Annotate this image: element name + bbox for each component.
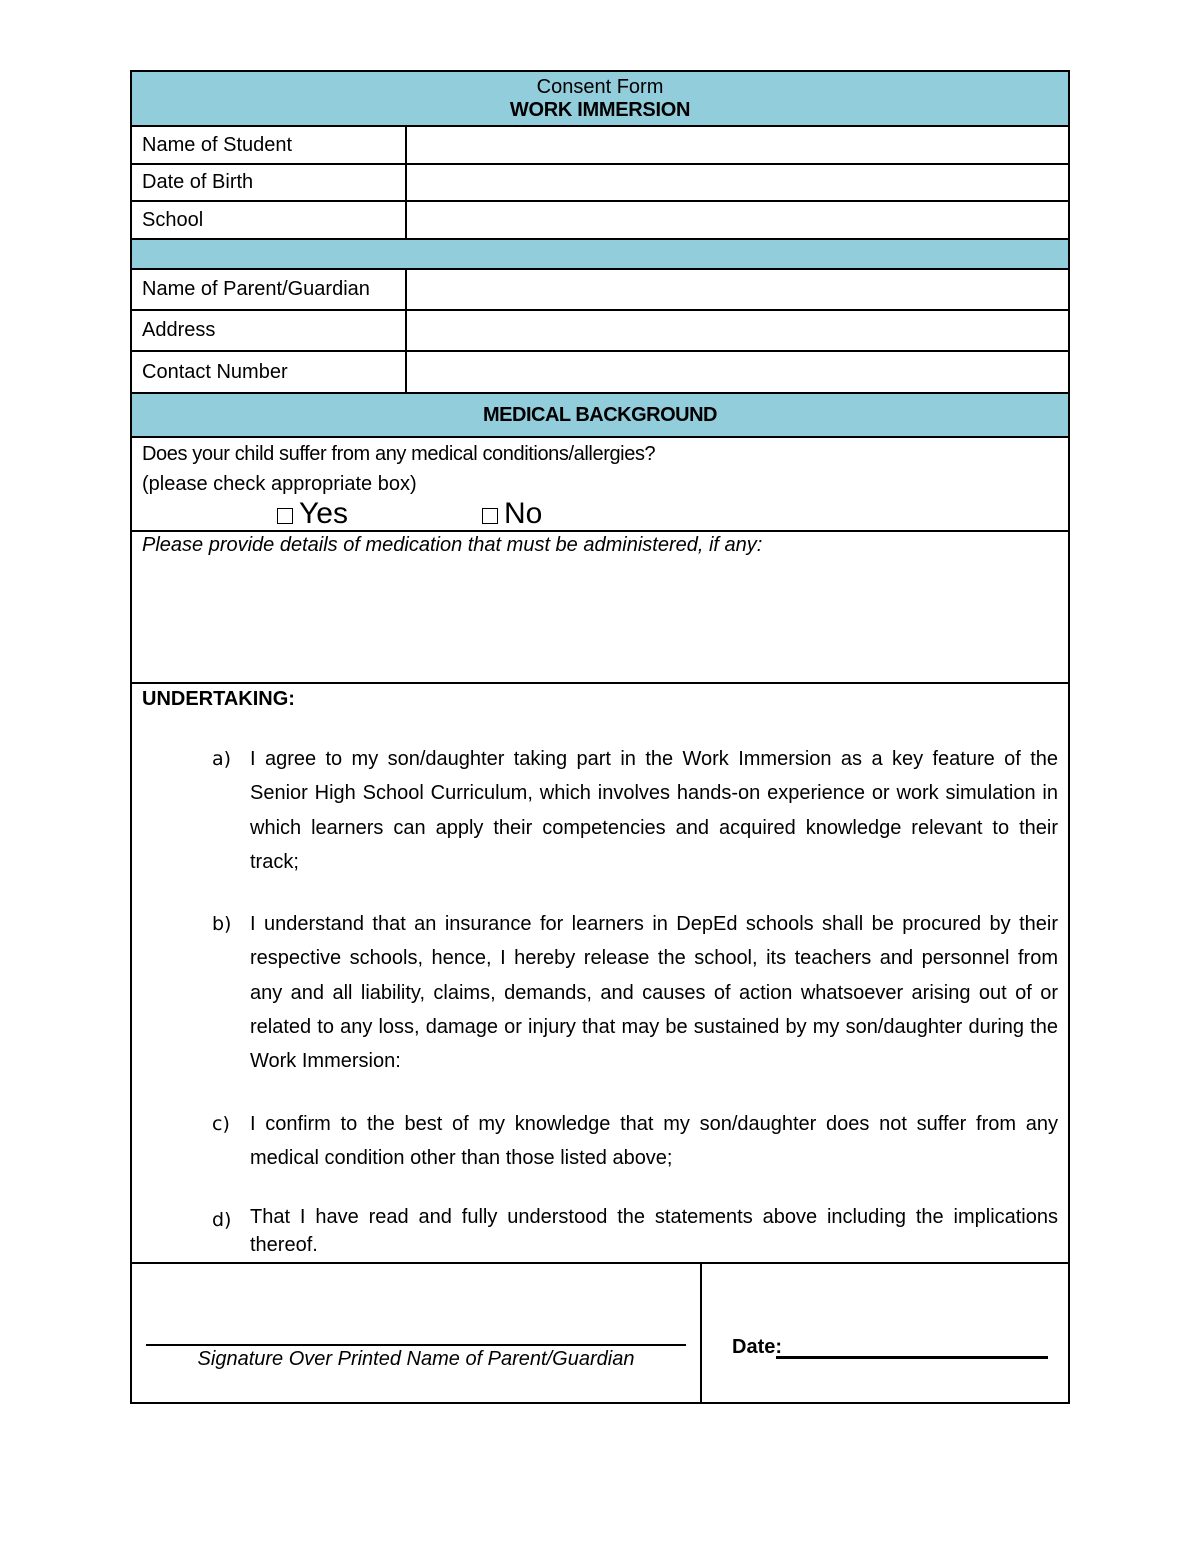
- medical-options: [132, 499, 1068, 533]
- item-text: I agree to my son/daughter taking part in the Work Immersion as a key feature of the Senior High School Curriculum, which involves hands-on experience or work simulation in which learners can apply their competencies and acquired knowledge relevant to their track;: [250, 748, 1058, 873]
- no-label: No: [504, 497, 543, 530]
- medication-prompt: Please provide details of medication that must be administered, if any:: [142, 534, 763, 556]
- date-cell: [702, 1264, 1068, 1402]
- undertaking-item-c: [210, 1107, 1058, 1176]
- medical-heading: [132, 394, 1068, 438]
- contact-label: Contact Number: [132, 352, 407, 392]
- undertaking-heading: UNDERTAKING:: [142, 688, 295, 710]
- medical-instruction: (please check appropriate box): [142, 473, 417, 495]
- signature-row: [132, 1264, 1068, 1402]
- address-field[interactable]: [407, 311, 1068, 350]
- signature-caption: Signature Over Printed Name of Parent/Guardian: [197, 1348, 635, 1370]
- form-title: Consent Form: [536, 75, 664, 98]
- section-divider: [132, 240, 1068, 270]
- form-subtitle: WORK IMMERSION: [509, 98, 691, 121]
- yes-option[interactable]: [277, 497, 348, 531]
- contact-field[interactable]: [407, 352, 1068, 392]
- yes-label: Yes: [299, 497, 348, 530]
- school-label: School: [132, 202, 407, 238]
- item-letter: c): [212, 1112, 230, 1135]
- medical-question: Does your child suffer from any medical conditions/allergies?: [142, 443, 656, 465]
- signature-line[interactable]: [146, 1344, 686, 1346]
- signature-cell: [132, 1264, 702, 1402]
- date-label: Date:: [732, 1336, 783, 1358]
- undertaking-item-d: [210, 1203, 1058, 1259]
- item-letter: a): [212, 748, 232, 770]
- item-letter: d): [212, 1209, 232, 1232]
- item-text: I confirm to the best of my knowledge that my son/daughter does not suffer from any medical condition other than those listed above;: [250, 1112, 1058, 1169]
- medication-row: [132, 532, 1068, 684]
- item-text: I understand that an insurance for learners in DepEd schools shall be procured by their respective schools, hence, I hereby release the school, its teachers and personnel from any and all liability, claims, demands, and causes of action whatsoever arising out of or related to any loss, damage or injury that may be sustained by my son/daughter during the Work Immersion:: [250, 913, 1058, 1073]
- student-name-label: Name of Student: [132, 127, 407, 163]
- contact-row: [132, 352, 1068, 394]
- address-label: Address: [132, 311, 407, 350]
- undertaking-item-b: [210, 907, 1058, 1078]
- birth-date-field[interactable]: [407, 165, 1068, 200]
- undertaking-list: [132, 742, 1068, 1259]
- no-option[interactable]: [482, 497, 542, 531]
- guardian-name-field[interactable]: [407, 270, 1068, 309]
- student-name-row: [132, 127, 1068, 165]
- guardian-name-row: [132, 270, 1068, 311]
- undertaking-section: [132, 684, 1068, 1264]
- form-header: [132, 72, 1068, 127]
- guardian-name-label: Name of Parent/Guardian: [132, 270, 407, 309]
- yes-checkbox[interactable]: [277, 508, 293, 524]
- undertaking-item-a: [210, 742, 1058, 879]
- no-checkbox[interactable]: [482, 508, 498, 524]
- item-text: That I have read and fully understood the statements above including the implications thereof.: [250, 1206, 1058, 1257]
- school-row: [132, 202, 1068, 240]
- birth-date-label: Date of Birth: [132, 165, 407, 200]
- date-line[interactable]: [776, 1356, 1048, 1359]
- address-row: [132, 311, 1068, 352]
- medical-question-row: [132, 438, 1068, 532]
- student-name-field[interactable]: [407, 127, 1068, 163]
- birth-date-row: [132, 165, 1068, 202]
- consent-form: [130, 70, 1070, 1404]
- medical-heading-text: MEDICAL BACKGROUND: [483, 403, 717, 426]
- item-letter: b): [212, 913, 232, 936]
- school-field[interactable]: [407, 202, 1068, 238]
